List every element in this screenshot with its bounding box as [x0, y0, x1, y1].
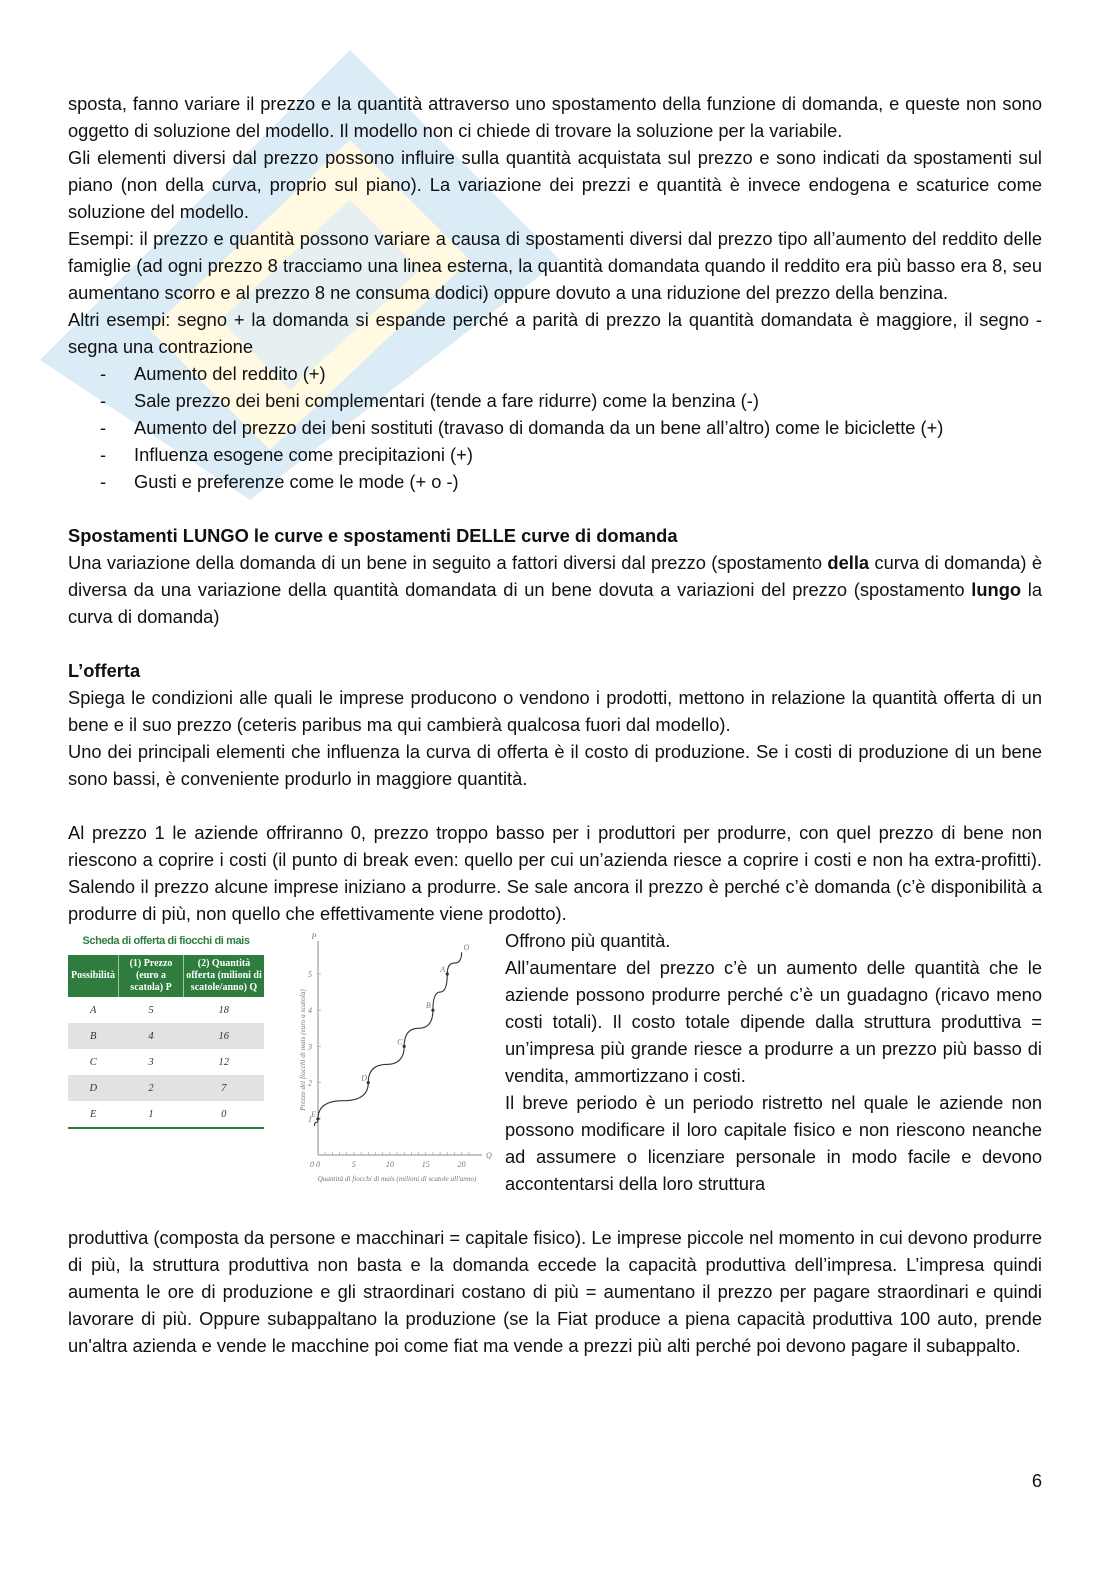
table-cell: 1: [119, 1101, 184, 1128]
paragraph: sposta, fanno variare il prezzo e la quantità attraverso uno spostamento della funzione di domanda, e queste non sono oggetto di soluzione del modello. Il modello non ci chiede di trovare la soluzione per la variabile.: [68, 93, 1042, 141]
x-axis-title: Quantità di fiocchi di mais (milioni di scatole all'anno): [317, 1175, 477, 1183]
table-cell: C: [89, 1056, 97, 1068]
data-point-label: C: [397, 1037, 403, 1047]
table-cell: 0: [184, 1101, 265, 1128]
table-row: [68, 1049, 264, 1075]
y-tick-label: 5: [308, 969, 312, 979]
bullet-marker: -: [100, 363, 107, 384]
x-tick-label: 5: [351, 1160, 356, 1169]
list-item-text: Aumento del reddito (+): [134, 363, 326, 384]
section-heading-shifts: Spostamenti LUNGO le curve e spostamenti DELLE curve di domanda: [68, 525, 678, 546]
bold-term: della: [827, 552, 870, 573]
list-item: [68, 441, 1042, 468]
bold-term: lungo: [971, 579, 1022, 600]
list-item: [68, 468, 1042, 495]
bullet-marker: -: [100, 444, 107, 465]
table-cell: E: [68, 1101, 119, 1128]
paragraph: Il breve periodo è un periodo ristretto nel quale le aziende non possono modificare il loro capitale fisico e non riescono neanche ad assumere o licenziare personale in modo facile e devono accontentarsi della loro struttura: [505, 1092, 1042, 1194]
x-tick-label: 15: [421, 1160, 430, 1169]
offer-table: [68, 955, 264, 1129]
table-cell: 2: [119, 1075, 184, 1101]
table-header: (2) Quantità offerta (milioni di scatole/anno) Q: [184, 955, 265, 997]
data-point-label: D: [361, 1073, 368, 1083]
data-point: [446, 972, 449, 975]
table-title: Scheda di offerta di fiocchi di mais: [82, 935, 250, 947]
section-heading-offer: L’offerta: [68, 660, 141, 681]
paragraph-shifts: [68, 549, 1042, 630]
table-cell: B: [68, 1023, 119, 1049]
table-row: [68, 1075, 264, 1101]
page-content: [68, 90, 1042, 1359]
supply-curve: [314, 952, 461, 1126]
y-tick-label: 3: [308, 1042, 312, 1052]
table-cell: 4: [119, 1023, 184, 1049]
paragraph: Al prezzo 1 le aziende offriranno 0, prezzo troppo basso per i produttori per produrre, con quel prezzo di bene non riescono a coprire i costi (il punto di break even: quello per cui un’azienda riesce a coprire i costi e non ha extra-profitti). Salendo il prezzo alcune imprese iniziano a produrre. Se sale ancora il prezzo è perché c’è domanda (c’è disponibilità a produrre di più, non quello che effettivamente viene prodotto).: [68, 822, 1042, 924]
text-run: Una variazione della domanda di un bene in seguito a fattori diversi dal prezzo (spostamento: [68, 552, 828, 573]
origin-label: 0: [310, 1160, 314, 1169]
table-cell: 7: [184, 1075, 265, 1101]
x-tick-label: 0: [316, 1160, 320, 1169]
paragraph: Altri esempi: segno + la domanda si espande perché a parità di prezzo la quantità domandata è maggiore, il segno - segna una contrazione: [68, 309, 1042, 357]
table-cell: 18: [218, 1004, 229, 1016]
data-point: [367, 1081, 370, 1084]
list-item: [68, 360, 1042, 387]
list-item: [68, 387, 1042, 414]
supply-curve-chart: [296, 931, 492, 1187]
paragraph: Esempi: il prezzo e quantità possono variare a causa di spostamenti diversi dal prezzo tipo all’aumento del reddito delle famiglie (ad ogni prezzo 8 tracciamo una linea esterna, la quantità domandata quando il reddito era più basso era 8, seu aumentano scorro e al prezzo 8 ne consuma dodici) oppure dovuto a una riduzione del prezzo della benzina.: [68, 228, 1042, 303]
paragraph: produttiva (composta da persone e macchinari = capitale fisico). Le imprese piccole nel momento in cui devono produrre di più, la struttura produttiva non basta e la domanda eccede la capacità produttiva dell’impresa. L’impresa quindi aumenta le ore di produzione e gli straordinari costano di più = aumentano il prezzo per pagare straordinari e quindi lavorare di più. Oppure subappaltano la produzione (se la Fiat produce a piena capacità produttiva 100 auto, prende un'altra azienda e vende le macchine poi come fiat ma vende a prezzi più alti perché poi devono pagare il subappalto.: [68, 1227, 1042, 1356]
y-tick-label: 4: [308, 1006, 312, 1016]
data-point-label: E: [311, 1109, 316, 1119]
paragraph: All’aumentare del prezzo c’è un aumento delle quantità che le aziende possono produrre perché c’è un guadagno (ricavo meno costi totali). Il costo totale dipende dalla struttura produttiva = un’impresa più grande riesce a produrre a un prezzo più basso di vendita, ammortizzano i costi.: [505, 957, 1042, 1086]
y-tick-label: 1: [308, 1114, 312, 1124]
table-header: (1) Prezzo (euro a scatola) P: [119, 955, 184, 997]
curve-label: O: [463, 943, 470, 953]
x-axis-letter: Q: [486, 1151, 492, 1160]
text-run: curva di domanda) è diversa da una variazione della quantità domandata di un bene dovuta a variazioni del prezzo (spostamento: [68, 552, 1042, 600]
x-tick-label: 20: [457, 1160, 466, 1169]
table-row: [68, 1023, 264, 1049]
list-item: [68, 414, 1042, 441]
list-item-text: Aumento del prezzo dei beni sostituti (travaso di domanda da un bene all’altro) come le biciclette (+): [134, 417, 944, 438]
list-item-text: Influenza esogene come precipitazioni (+): [134, 444, 473, 465]
data-point-label: B: [425, 1001, 431, 1011]
data-point: [316, 1117, 319, 1120]
data-point: [431, 1009, 434, 1012]
page-number: 6: [1031, 1470, 1042, 1491]
y-axis-title: Prezzo dei fiocchi di mais (euro a scatola): [299, 989, 307, 1111]
y-axis-letter: P: [311, 932, 317, 941]
x-tick-label: 10: [385, 1160, 394, 1169]
figure-row: [68, 927, 1042, 1224]
paragraph: Spiega le condizioni alle quali le imprese producono o vendono i prodotti, mettono in relazione la quantità offerta di un bene e il suo prezzo (ceteris paribus ma qui cambierà qualcosa fuori dal modello).: [68, 687, 1042, 735]
table-cell: A: [90, 1004, 97, 1016]
table-cell: 12: [218, 1056, 229, 1068]
figure-side-text: [505, 927, 1042, 1197]
text-run: la curva di domanda): [68, 579, 1042, 627]
bullet-marker: -: [100, 471, 107, 492]
paragraph: Gli elementi diversi dal prezzo possono influire sulla quantità acquistata sul prezzo e sono indicati da spostamenti sul piano (non della curva, proprio sul piano). La variazione dei prezzi e quantità è invece endogena e scaturice come soluzione del modello.: [68, 147, 1042, 222]
list-item-text: Sale prezzo dei beni complementari (tende a fare ridurre) come la benzina (-): [134, 390, 759, 411]
bullet-marker: -: [100, 417, 107, 438]
table-cell: 5: [148, 1004, 154, 1016]
paragraph: Uno dei principali elementi che influenza la curva di offerta è il costo di produzione. Se i costi di produzione di un bene sono bassi, è conveniente produrlo in maggiore quantità.: [68, 741, 1042, 789]
table-row: [68, 997, 264, 1023]
table-header: Possibilità: [68, 955, 119, 997]
paragraph: Offrono più quantità.: [505, 930, 671, 951]
table-cell: 3: [148, 1056, 154, 1068]
bullet-marker: -: [100, 390, 107, 411]
data-point-label: A: [440, 964, 446, 974]
factors-list: [68, 360, 1042, 495]
supply-schedule-table: [68, 935, 264, 1129]
table-cell: D: [68, 1075, 119, 1101]
table-row: [68, 1101, 264, 1128]
list-item-text: Gusti e preferenze come le mode (+ o -): [134, 471, 459, 492]
table-cell: 16: [184, 1023, 265, 1049]
data-point: [403, 1045, 406, 1048]
y-tick-label: 2: [308, 1078, 312, 1088]
